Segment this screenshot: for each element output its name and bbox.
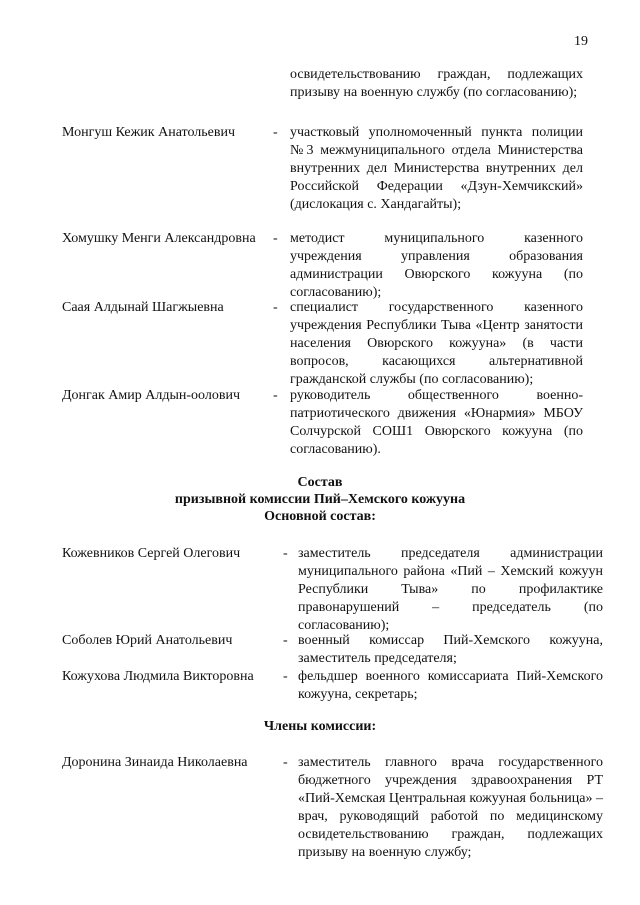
dash-marker: - <box>273 231 278 246</box>
members-heading: Члены комиссии: <box>263 719 377 734</box>
member-description: специалист государственного казенного учреждения Республики Тыва «Центр занятости населения Овюрского кожууна» (в части вопросов, касающихся альтернативной гражданской службы (по согласованию); <box>290 300 583 387</box>
dash-marker: - <box>273 388 278 403</box>
member-name: Саая Алдынай Шагжыевна <box>62 300 224 315</box>
continuation-text: освидетельствованию граждан, подлежащих призыву на военную службу (по согласованию); <box>290 67 583 100</box>
section-title: призывной комиссии Пий–Хемского кожууна <box>174 492 466 507</box>
section-title: Состав <box>297 475 343 490</box>
member-description: заместитель председателя администрации муниципального района «Пий – Хемский кожуун Республики Тыва» по профилактике правонарушений – председатель (по согласованию); <box>298 546 603 633</box>
member-description: заместитель главного врача государственного бюджетного учреждения здравоохранения РТ «Пий-Хемская Центральная кожууная больница» – врач, руководящий работой по медицинскому освидетельствованию граждан, подлежащих призыву на военную службу; <box>298 755 603 860</box>
member-name: Хомушку Менги Александровна <box>62 231 256 246</box>
member-name: Доронина Зинаида Николаевна <box>62 755 248 770</box>
member-description: военный комиссар Пий-Хемского кожууна, заместитель председателя; <box>298 633 603 666</box>
dash-marker: - <box>283 546 288 561</box>
dash-marker: - <box>273 300 278 315</box>
page-number: 19 <box>574 34 588 49</box>
member-description: руководитель общественного военно-патриотического движения «Юнармия» МБОУ Солчурской СОШ1 Овюрского кожууна (по согласованию). <box>290 388 583 457</box>
member-description: методист муниципального казенного учреждения управления образования администрации Овюрского кожууна (по согласованию); <box>290 231 583 300</box>
member-description: фельдшер военного комиссариата Пий-Хемского кожууна, секретарь; <box>298 669 603 702</box>
member-name: Донгак Амир Алдын-оолович <box>62 388 240 403</box>
member-name: Кожевников Сергей Олегович <box>62 546 241 561</box>
dash-marker: - <box>283 755 288 770</box>
dash-marker: - <box>283 669 288 684</box>
member-name: Монгуш Кежик Анатольевич <box>62 125 236 140</box>
member-name: Кожухова Людмила Викторовна <box>62 669 254 684</box>
member-name: Соболев Юрий Анатольевич <box>62 633 233 648</box>
dash-marker: - <box>283 633 288 648</box>
dash-marker: - <box>273 125 278 140</box>
section-subtitle: Основной состав: <box>264 509 376 524</box>
member-description: участковый уполномоченный пункта полиции №3 межмуниципального отдела Министерства внутренних дел Министерства внутренних дел Российской Федерации «Дзун-Хемчикский» (дислокация с. Хандагайты); <box>290 125 583 212</box>
